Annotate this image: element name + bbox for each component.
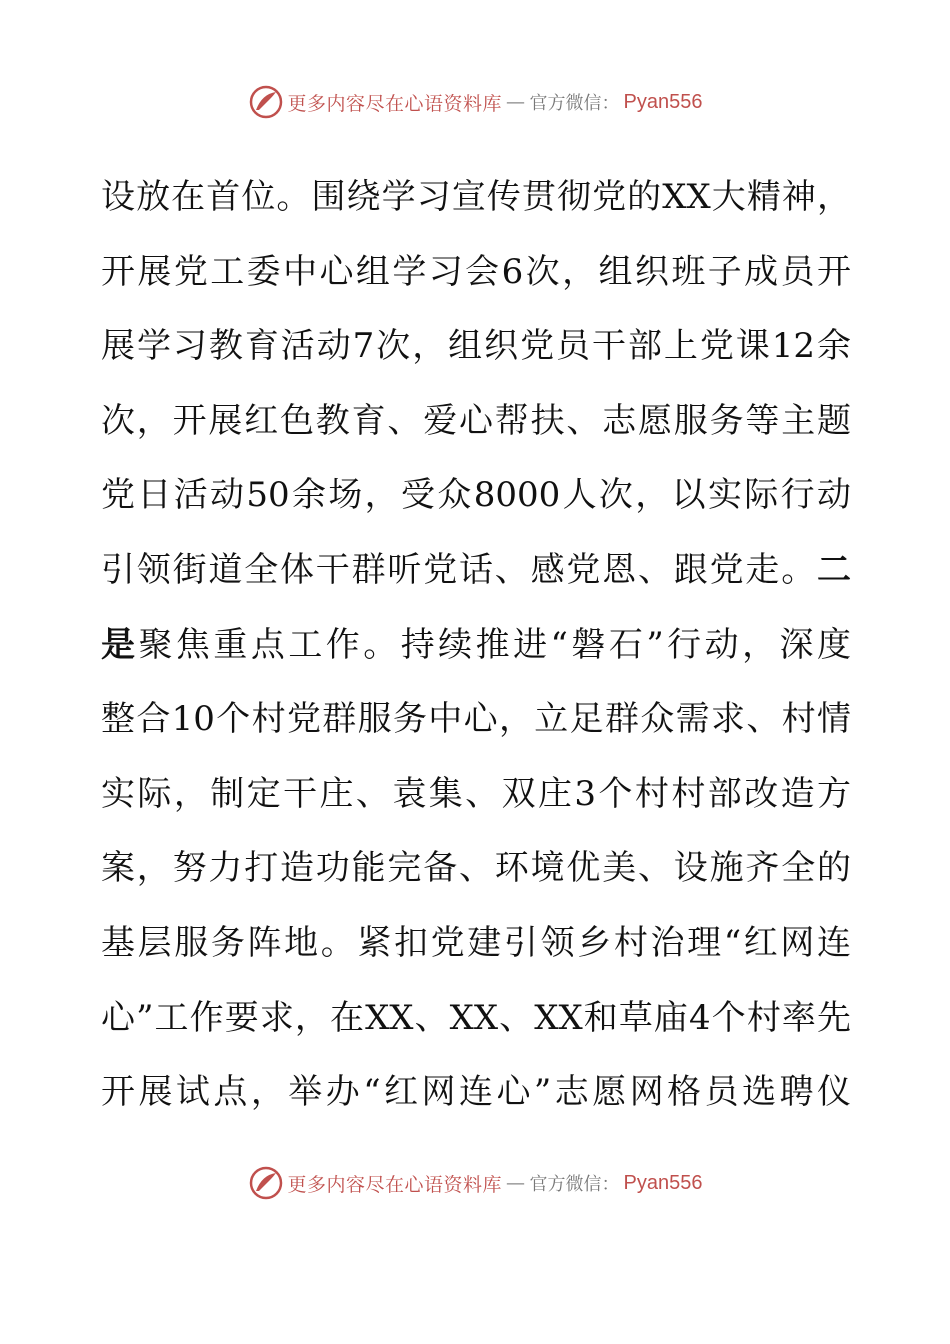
watermark-separator: — xyxy=(506,91,526,113)
document-body xyxy=(101,160,851,1130)
text-line: 案，努力打造功能完备、环境优美、设施齐全的 xyxy=(101,848,851,889)
text-line-with-bold-head xyxy=(101,608,851,683)
pen-nib-logo-icon xyxy=(248,84,284,120)
text-line: 设放在首位。围绕学习宣传贯彻党的XX大精神， xyxy=(101,177,851,217)
watermark-separator: — xyxy=(506,1172,526,1194)
text-line: 心”工作要求，在XX、XX、XX和草庙4个村率先 xyxy=(101,997,851,1038)
watermark-main-text: 更多内容尽在心语资料库 xyxy=(287,1173,503,1196)
watermark-main-text: 更多内容尽在心语资料库 xyxy=(287,92,503,115)
watermark-wechat-label: 官方微信： xyxy=(529,93,620,114)
text-segment: 聚焦重点工作。持续推进“磐石”行动，深度 xyxy=(138,624,851,665)
pen-nib-logo-icon xyxy=(248,1165,284,1201)
bold-marker: 是 xyxy=(101,624,139,665)
text-line: 党日活动50余场，受众8000人次，以实际行动 xyxy=(101,475,851,516)
text-line: 展学习教育活动7次，组织党员干部上党课12余 xyxy=(101,326,851,367)
watermark-wechat-id: Pyan556 xyxy=(623,90,703,113)
text-line: 整合10个村党群服务中心，立足群众需求、村情 xyxy=(101,699,851,740)
watermark-wechat-label: 官方微信： xyxy=(529,1174,620,1195)
watermark-wechat-id: Pyan556 xyxy=(623,1171,703,1194)
text-line: 开展党工委中心组学习会6次，组织班子成员开 xyxy=(101,251,851,292)
text-line-with-bold-tail xyxy=(101,533,851,608)
footer-watermark xyxy=(0,1163,950,1203)
text-line: 次，开展红色教育、爱心帮扶、志愿服务等主题 xyxy=(101,400,851,441)
text-line: 实际，制定干庄、袁集、双庄3个村村部改造方 xyxy=(101,773,851,814)
text-line: 开展试点，举办“红网连心”志愿网格员选聘仪 xyxy=(101,1072,851,1113)
header-watermark xyxy=(0,82,950,122)
text-segment: 引领街道全体干群听党话、感党恩、跟党走。 xyxy=(101,549,817,590)
bold-marker: 二 xyxy=(817,549,851,590)
text-line: 基层服务阵地。紧扣党建引领乡村治理“红网连 xyxy=(101,922,851,963)
